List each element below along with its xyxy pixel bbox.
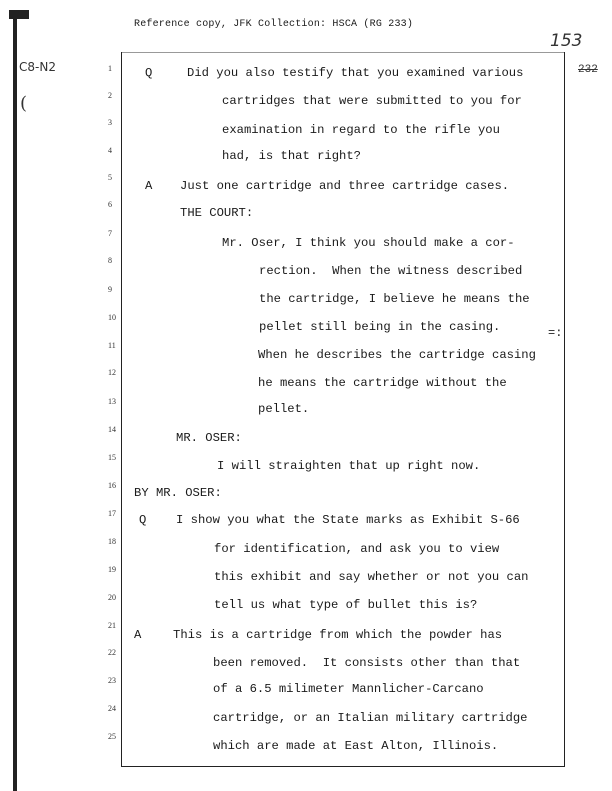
transcript-line: which are made at East Alton, Illinois. [213,739,499,753]
transcript-line: tell us what type of bullet this is? [214,598,478,612]
line-number: 8 [108,256,112,265]
transcript-line: of a 6.5 milimeter Mannlicher-Carcano [213,682,484,696]
line-number: 22 [108,648,116,657]
transcript-line: had, is that right? [222,149,361,163]
line-number: 17 [108,509,116,518]
transcript-line: Mr. Oser, I think you should make a cor- [222,236,515,250]
reference-header: Reference copy, JFK Collection: HSCA (RG 233) [134,19,414,30]
line-number: 15 [108,453,116,462]
line-number: 12 [108,368,116,377]
transcript-line: rection. When the witness described [259,264,523,278]
transcript-line: cartridge, or an Italian military cartridge [213,711,528,725]
rule-top [121,52,565,53]
transcript-line: Did you also testify that you examined various [187,66,524,80]
line-number: 24 [108,704,116,713]
transcript-line: MR. OSER: [176,431,242,445]
transcript-line: When he describes the cartridge casing [258,348,536,362]
line-number: 3 [108,118,112,127]
transcript-line: he means the cartridge without the [258,376,507,390]
transcript-line: I will straighten that up right now. [217,459,481,473]
rule-right [564,52,565,766]
line-number: 20 [108,593,116,602]
line-number: 25 [108,732,116,741]
margin-note: C8-N2 [19,60,56,74]
line-number: 16 [108,481,116,490]
edge-mark [9,10,29,19]
line-number: 9 [108,285,112,294]
line-number: 4 [108,146,112,155]
transcript-line: for identification, and ask you to view [214,542,500,556]
line-number: 1 [108,64,112,73]
transcript-line: this exhibit and say whether or not you can [214,570,529,584]
line-number: 13 [108,397,116,406]
speaker-tag: A [134,628,142,642]
page-edge-bar [13,14,17,791]
transcript-line: I show you what the State marks as Exhibit S-66 [176,513,520,527]
page-number: 153 [550,31,583,51]
transcript-line: been removed. It consists other than that [213,656,521,670]
speaker-tag: Q [145,66,153,80]
line-number: 23 [108,676,116,685]
line-number: 14 [108,425,116,434]
margin-bracket: ( [20,93,28,114]
line-number: 18 [108,537,116,546]
rule-bottom [121,766,565,767]
line-number: 6 [108,200,112,209]
margin-scribble: =: [548,326,563,340]
rule-left [121,52,122,766]
transcript-line: pellet still being in the casing. [259,320,501,334]
transcript-line: pellet. [258,402,310,416]
line-number: 7 [108,229,112,238]
transcript-line: examination in regard to the rifle you [222,123,500,137]
transcript-line: THE COURT: [180,206,254,220]
transcript-line: This is a cartridge from which the powder has [173,628,503,642]
crossed-page-number: 232 [578,64,598,76]
line-number: 5 [108,173,112,182]
speaker-tag: A [145,179,153,193]
line-number: 2 [108,91,112,100]
line-number: 19 [108,565,116,574]
transcript-line: cartridges that were submitted to you for [222,94,522,108]
line-number: 10 [108,313,116,322]
line-number: 21 [108,621,116,630]
transcript-line: BY MR. OSER: [134,486,222,500]
transcript-line: Just one cartridge and three cartridge cases. [180,179,510,193]
speaker-tag: Q [139,513,147,527]
transcript-line: the cartridge, I believe he means the [259,292,530,306]
line-number: 11 [108,341,116,350]
